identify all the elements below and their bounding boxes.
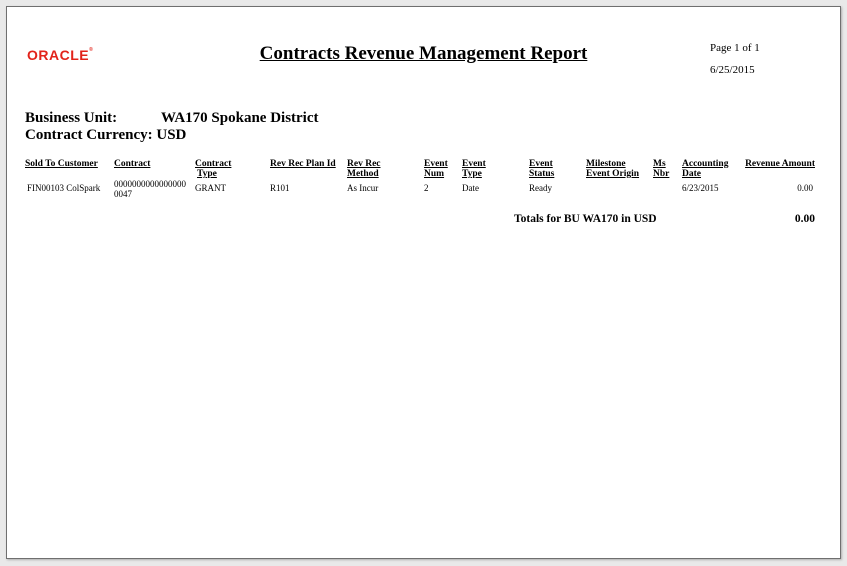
header-event-num-line2: Num	[424, 169, 445, 179]
totals-label: Totals for BU WA170 in USD	[514, 213, 657, 225]
header-contract-type-line2: Type	[197, 169, 217, 179]
header-contract-type-line1: Contract	[195, 159, 232, 169]
header-ms-nbr-line2: Nbr	[653, 169, 670, 179]
cell-event-num: 2	[424, 183, 429, 193]
cell-rev-rec-method: As Incur	[347, 183, 379, 193]
oracle-logo: ORACLE®	[27, 47, 94, 63]
header-revenue-amount: Revenue Amount	[745, 159, 815, 169]
cell-contract-type: GRANT	[195, 183, 226, 193]
header-ms-nbr-line1: Ms	[653, 159, 666, 169]
totals-value: 0.00	[794, 213, 815, 225]
cell-sold-to-customer: FIN00103 ColSpark	[27, 183, 101, 193]
header-accounting-date	[682, 159, 728, 179]
business-unit-value: WA170 Spokane District	[161, 110, 319, 126]
contract-currency	[25, 127, 186, 144]
business-unit	[25, 110, 319, 127]
page-number: Page 1 of 1	[710, 42, 760, 54]
cell-event-type: Date	[462, 183, 479, 193]
header-rev-rec-plan-id: Rev Rec Plan Id	[270, 159, 336, 169]
header-sold-to-customer: Sold To Customer	[25, 159, 98, 169]
header-event-num	[424, 159, 448, 179]
header-event-type	[462, 159, 486, 179]
header-event-type-line1: Event	[462, 159, 486, 169]
header-event-status	[529, 159, 554, 179]
header-contract-type	[195, 159, 231, 179]
header-ms-nbr	[653, 159, 669, 179]
header-accounting-date-line2: Date	[682, 169, 701, 179]
business-unit-label: Business Unit:	[25, 110, 118, 126]
header-milestone-line2: Event Origin	[586, 169, 640, 179]
contract-currency-label: Contract Currency:	[25, 127, 153, 143]
header-event-num-line1: Event	[424, 159, 448, 169]
cell-accounting-date: 6/23/2015	[682, 183, 719, 193]
header-event-status-line2: Status	[529, 169, 555, 179]
report-title: Contracts Revenue Management Report	[259, 43, 588, 64]
header-accounting-date-line1: Accounting	[682, 159, 729, 169]
cell-event-status: Ready	[529, 183, 552, 193]
header-milestone-line1: Milestone	[586, 159, 626, 169]
header-rev-rec-method-line1: Rev Rec	[347, 159, 381, 169]
header-contract: Contract	[114, 159, 151, 169]
report-page	[6, 6, 841, 559]
header-rev-rec-method	[347, 159, 381, 179]
header-event-status-line1: Event	[529, 159, 553, 169]
cell-contract	[114, 179, 186, 199]
header-event-type-line2: Type	[462, 169, 482, 179]
contract-currency-value: USD	[156, 127, 187, 143]
cell-contract-line2: 0047	[114, 189, 132, 199]
header-rev-rec-method-line2: Method	[347, 169, 379, 179]
report-date: 6/25/2015	[710, 64, 755, 76]
cell-revenue-amount: 0.00	[797, 183, 813, 193]
cell-contract-line1: 0000000000000000	[114, 179, 186, 189]
header-milestone-event-origin	[586, 159, 639, 179]
cell-rev-rec-plan-id: R101	[270, 183, 290, 193]
